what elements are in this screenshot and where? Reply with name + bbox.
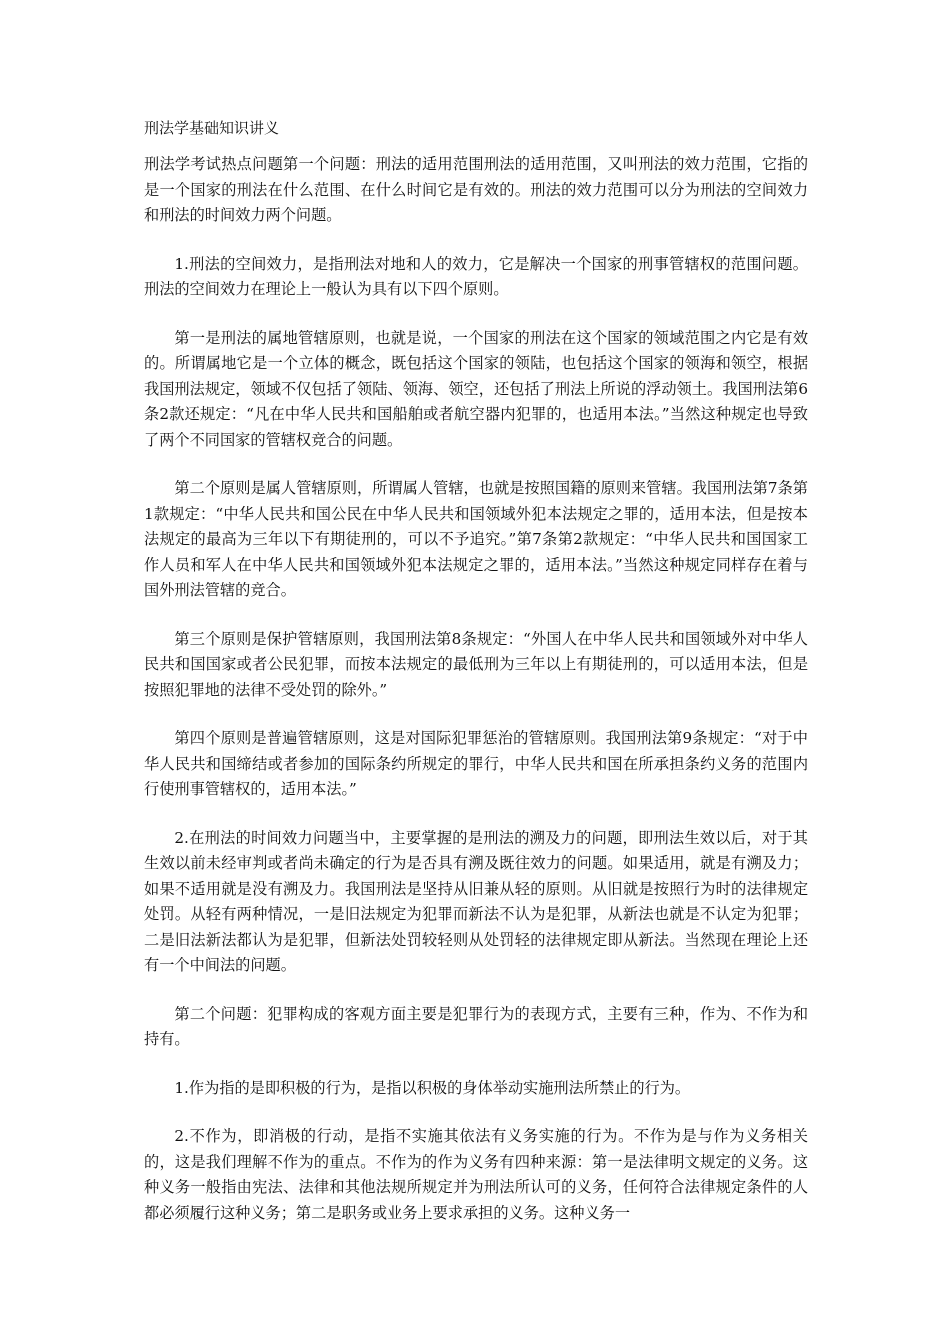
paragraph-universal-principle: 第四个原则是普遍管辖原则，这是对国际犯罪惩治的管辖原则。我国刑法第9条规定：“对于中华人民共和国缔结或者参加的国际条约所规定的罪行，中华人民共和国在所承担条约义务的范围内行使刑事管辖权的，适用本法。” bbox=[144, 729, 808, 798]
document-page bbox=[144, 112, 808, 1249]
paragraph-act: 1.作为指的是即积极的行为，是指以积极的身体举动实施刑法所禁止的行为。 bbox=[174, 1078, 691, 1097]
document-title: 刑法学基础知识讲义 bbox=[144, 119, 280, 137]
paragraph-protective-principle: 第三个原则是保护管辖原则，我国刑法第8条规定：“外国人在中华人民共和国领域外对中华人民共和国国家或者公民犯罪，而按本法规定的最低刑为三年以上有期徒刑的，可以适用本法，但是按照犯罪地的法律不受处罚的除外。” bbox=[144, 629, 808, 699]
paragraph-personal-principle: 第二个原则是属人管辖原则，所谓属人管辖，也就是按照国籍的原则来管辖。我国刑法第7条第1款规定：“中华人民共和国公民在中华人民共和国领域外犯本法规定之罪的，适用本法，但是按本法规定的最高为三年以下有期徒刑的，可以不予追究。”第7条第2款规定：“中华人民共和国国家工作人员和军人在中华人民共和国领域外犯本法规定之罪的，适用本法。”当然这种规定同样存在着与国外刑法管辖的竞合。 bbox=[144, 479, 808, 599]
paragraph-omission: 2.不作为，即消极的行动，是指不实施其依法有义务实施的行为。不作为是与作为义务相关的，这是我们理解不作为的重点。不作为的作为义务有四种来源：第一是法律明文规定的义务。这种义务一般指由宪法、法律和其他法规所规定并为刑法所认可的义务，任何符合法律规定条件的人都必须履行这种义务；第二是职务或业务上要求承担的义务。这种义务一 bbox=[144, 1127, 808, 1222]
paragraph-temporal-effect: 2.在刑法的时间效力问题当中，主要掌握的是刑法的溯及力的问题，即刑法生效以后，对于其生效以前未经审判或者尚未确定的行为是否具有溯及既往效力的问题。如果适用，就是有溯及力；如果不适用就是没有溯及力。我国刑法是坚持从旧兼从轻的原则。从旧就是按照行为时的法律规定处罚。从轻有两种情况，一是旧法规定为犯罪而新法不认为是犯罪，从新法也就是不认定为犯罪；二是旧法新法都认为是犯罪，但新法处罚较轻则从处罚轻的法律规定即从新法。当然现在理论上还有一个中间法的问题。 bbox=[144, 828, 808, 974]
paragraph-spatial-effect: 1.刑法的空间效力，是指刑法对地和人的效力，它是解决一个国家的刑事管辖权的范围问题。刑法的空间效力在理论上一般认为具有以下四个原则。 bbox=[144, 254, 808, 298]
paragraph-second-question: 第二个问题：犯罪构成的客观方面主要是犯罪行为的表现方式，主要有三种，作为、不作为和持有。 bbox=[144, 1004, 808, 1048]
paragraph-territorial-principle: 第一是刑法的属地管辖原则，也就是说，一个国家的刑法在这个国家的领域范围之内它是有效的。所谓属地它是一个立体的概念，既包括这个国家的领陆，也包括这个国家的领海和领空，根据我国刑法规定，领域不仅包括了领陆、领海、领空，还包括了刑法上所说的浮动领土。我国刑法第6条2款还规定：“凡在中华人民共和国船舶或者航空器内犯罪的，也适用本法。”当然这种规定也导致了两个不同国家的管辖权竞合的问题。 bbox=[144, 328, 808, 449]
paragraph-intro: 刑法学考试热点问题第一个问题：刑法的适用范围刑法的适用范围，又叫刑法的效力范围，它指的是一个国家的刑法在什么范围、在什么时间它是有效的。刑法的效力范围可以分为刑法的空间效力和刑法的时间效力两个问题。 bbox=[144, 155, 808, 224]
